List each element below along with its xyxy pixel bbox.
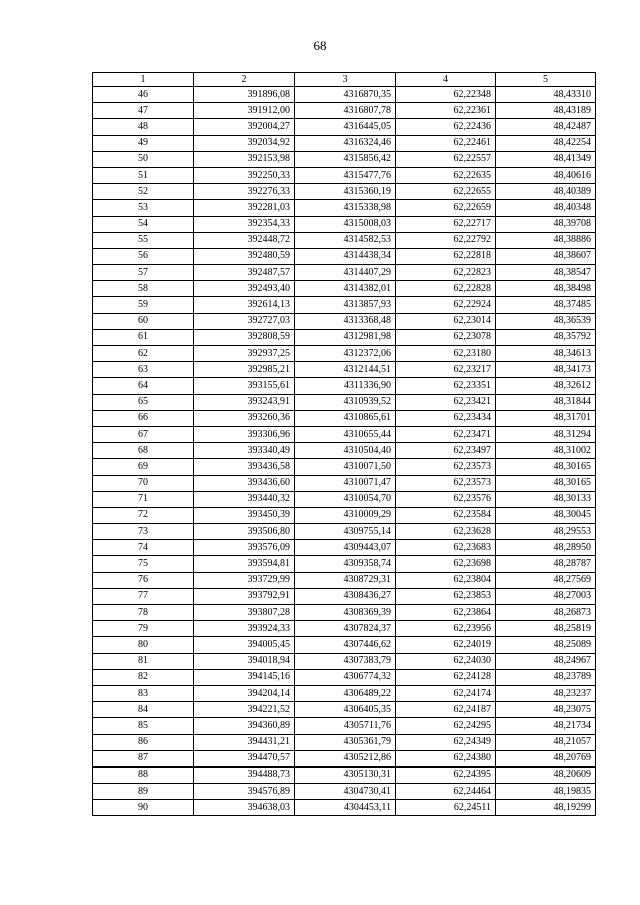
table-body [93,87,596,816]
table-cell-col-1: 83 [93,685,194,701]
table-cell-col-4: 62,24174 [396,685,496,701]
table-row [93,426,596,442]
table-cell-col-5: 48,23075 [496,702,596,718]
table-cell-col-2: 394221,52 [194,702,295,718]
table-row [93,232,596,248]
table-cell-col-3: 4306489,22 [295,685,396,701]
table-cell-col-2: 391896,08 [194,87,295,103]
table-cell-col-4: 62,22818 [396,248,496,264]
table-cell-col-3: 4314438,34 [295,248,396,264]
table-cell-col-2: 392614,13 [194,297,295,313]
table-cell-col-4: 62,22828 [396,281,496,297]
table-cell-col-2: 392034,92 [194,135,295,151]
table-cell-col-4: 62,23584 [396,507,496,523]
table-cell-col-3: 4316445,05 [295,119,396,135]
table-row [93,702,596,718]
table-row [93,572,596,588]
table-row [93,346,596,362]
table-cell-col-4: 62,24187 [396,702,496,718]
table-cell-col-3: 4307446,62 [295,637,396,653]
table-cell-col-3: 4310655,44 [295,426,396,442]
table-row [93,362,596,378]
table-cell-col-3: 4315008,03 [295,216,396,232]
table-row [93,784,596,800]
table-cell-col-3: 4316324,46 [295,135,396,151]
table-cell-col-5: 48,29553 [496,524,596,540]
table-cell-col-5: 48,38498 [496,281,596,297]
table-cell-col-3: 4314582,53 [295,232,396,248]
table-cell-col-5: 48,34613 [496,346,596,362]
table-cell-col-2: 392448,72 [194,232,295,248]
table-cell-col-4: 62,23573 [396,475,496,491]
table-cell-col-2: 393243,91 [194,394,295,410]
table-cell-col-2: 394005,45 [194,637,295,653]
table-cell-col-4: 62,23956 [396,621,496,637]
table-cell-col-4: 62,22461 [396,135,496,151]
table-cell-col-4: 62,24395 [396,767,496,784]
table-cell-col-4: 62,23804 [396,572,496,588]
table-cell-col-3: 4307824,37 [295,621,396,637]
table-cell-col-1: 75 [93,556,194,572]
table-row [93,216,596,232]
table-cell-col-3: 4315338,98 [295,200,396,216]
table-cell-col-3: 4313857,93 [295,297,396,313]
table-row [93,588,596,604]
table-cell-col-2: 392354,33 [194,216,295,232]
table-cell-col-5: 48,23789 [496,669,596,685]
table-row [93,410,596,426]
table-cell-col-5: 48,36539 [496,313,596,329]
table-cell-col-2: 393340,49 [194,443,295,459]
table-cell-col-1: 87 [93,750,194,767]
table-cell-col-4: 62,23014 [396,313,496,329]
table-cell-col-2: 393306,96 [194,426,295,442]
table-cell-col-5: 48,35792 [496,329,596,345]
table-row [93,394,596,410]
table-cell-col-1: 85 [93,718,194,734]
table-cell-col-1: 82 [93,669,194,685]
table-cell-col-3: 4310071,50 [295,459,396,475]
column-header-3: 3 [295,73,396,87]
table-cell-col-5: 48,25089 [496,637,596,653]
table-cell-col-2: 393594,81 [194,556,295,572]
table-cell-col-2: 393506,80 [194,524,295,540]
table-cell-col-2: 393155,61 [194,378,295,394]
table-cell-col-3: 4305711,76 [295,718,396,734]
table-row [93,524,596,540]
table-cell-col-4: 62,24019 [396,637,496,653]
table-row [93,135,596,151]
table-cell-col-5: 48,34173 [496,362,596,378]
table-cell-col-5: 48,23237 [496,685,596,701]
table-cell-col-2: 392276,33 [194,184,295,200]
table-cell-col-4: 62,23573 [396,459,496,475]
table-cell-col-1: 67 [93,426,194,442]
table-cell-col-4: 62,23698 [396,556,496,572]
table-row [93,637,596,653]
table-cell-col-5: 48,43189 [496,103,596,119]
table-header [93,73,596,87]
table-cell-col-4: 62,22557 [396,151,496,167]
table-cell-col-1: 64 [93,378,194,394]
table-cell-col-1: 52 [93,184,194,200]
table-cell-col-5: 48,38547 [496,265,596,281]
coordinates-table [92,72,596,816]
table-cell-col-3: 4305361,79 [295,734,396,750]
table-row [93,443,596,459]
table-cell-col-4: 62,24349 [396,734,496,750]
table-cell-col-3: 4310071,47 [295,475,396,491]
table-cell-col-5: 48,28787 [496,556,596,572]
table-cell-col-2: 393576,09 [194,540,295,556]
table-cell-col-3: 4307383,79 [295,653,396,669]
table-cell-col-1: 48 [93,119,194,135]
table-cell-col-1: 79 [93,621,194,637]
table-cell-col-3: 4314382,01 [295,281,396,297]
table-row [93,200,596,216]
table-cell-col-2: 392985,21 [194,362,295,378]
table-cell-col-1: 71 [93,491,194,507]
table-cell-col-5: 48,31002 [496,443,596,459]
table-row [93,265,596,281]
table-cell-col-4: 62,23351 [396,378,496,394]
table-cell-col-3: 4315360,19 [295,184,396,200]
table-row [93,685,596,701]
table-cell-col-3: 4310504,40 [295,443,396,459]
table-cell-col-2: 391912,00 [194,103,295,119]
table-row [93,556,596,572]
table-cell-col-2: 392250,33 [194,167,295,183]
table-cell-col-4: 62,23497 [396,443,496,459]
table-cell-col-4: 62,22348 [396,87,496,103]
table-cell-col-1: 60 [93,313,194,329]
table-cell-col-3: 4304453,11 [295,800,396,816]
table-cell-col-4: 62,22436 [396,119,496,135]
table-cell-col-1: 54 [93,216,194,232]
column-header-1: 1 [93,73,194,87]
table-row [93,87,596,103]
table-cell-col-5: 48,19835 [496,784,596,800]
table-cell-col-4: 62,23421 [396,394,496,410]
table-cell-col-5: 48,32612 [496,378,596,394]
table-row [93,297,596,313]
table-row [93,605,596,621]
table-row [93,621,596,637]
table-cell-col-4: 62,22924 [396,297,496,313]
table-cell-col-2: 393436,60 [194,475,295,491]
table-row [93,184,596,200]
table-cell-col-3: 4312981,98 [295,329,396,345]
table-cell-col-3: 4310054,70 [295,491,396,507]
table-row [93,734,596,750]
table-cell-col-5: 48,42487 [496,119,596,135]
table-row [93,669,596,685]
table-cell-col-5: 48,27569 [496,572,596,588]
table-cell-col-3: 4308729,31 [295,572,396,588]
table-cell-col-3: 4305130,31 [295,767,396,784]
table-cell-col-5: 48,38886 [496,232,596,248]
table-cell-col-4: 62,23434 [396,410,496,426]
table-cell-col-4: 62,23628 [396,524,496,540]
table-cell-col-1: 86 [93,734,194,750]
table-cell-col-2: 394360,89 [194,718,295,734]
table-cell-col-4: 62,24380 [396,750,496,767]
table-cell-col-3: 4312144,51 [295,362,396,378]
table-cell-col-3: 4305212,86 [295,750,396,767]
table-cell-col-5: 48,27003 [496,588,596,604]
table-cell-col-2: 392808,59 [194,329,295,345]
table-row [93,507,596,523]
table-cell-col-5: 48,30165 [496,459,596,475]
table-cell-col-2: 394431,21 [194,734,295,750]
table-cell-col-2: 392727,03 [194,313,295,329]
column-header-4: 4 [396,73,496,87]
table-cell-col-1: 51 [93,167,194,183]
table-cell-col-2: 393807,28 [194,605,295,621]
table-cell-col-4: 62,23078 [396,329,496,345]
table-cell-col-5: 48,31294 [496,426,596,442]
table-cell-col-4: 62,22659 [396,200,496,216]
table-cell-col-4: 62,22792 [396,232,496,248]
column-header-5: 5 [496,73,596,87]
table-cell-col-2: 393260,36 [194,410,295,426]
table-cell-col-4: 62,22655 [396,184,496,200]
table-cell-col-1: 70 [93,475,194,491]
table-cell-col-1: 80 [93,637,194,653]
table-row [93,329,596,345]
table-cell-col-3: 4304730,41 [295,784,396,800]
table-cell-col-2: 393450,39 [194,507,295,523]
table-cell-col-5: 48,26873 [496,605,596,621]
table-cell-col-1: 68 [93,443,194,459]
table-row [93,119,596,135]
table-cell-col-1: 84 [93,702,194,718]
table-row [93,103,596,119]
table-cell-col-5: 48,21734 [496,718,596,734]
table-cell-col-2: 392153,98 [194,151,295,167]
table-cell-col-3: 4314407,29 [295,265,396,281]
table-cell-col-4: 62,24511 [396,800,496,816]
page-number: 68 [313,38,327,53]
table-cell-col-5: 48,31701 [496,410,596,426]
table-cell-col-2: 393729,99 [194,572,295,588]
table-cell-col-4: 62,24030 [396,653,496,669]
table-cell-col-2: 392937,25 [194,346,295,362]
table-cell-col-1: 46 [93,87,194,103]
table-cell-col-3: 4315477,76 [295,167,396,183]
table-cell-col-5: 48,30045 [496,507,596,523]
table-row [93,491,596,507]
table-cell-col-2: 392004,27 [194,119,295,135]
table-cell-col-1: 49 [93,135,194,151]
table-cell-col-3: 4309358,74 [295,556,396,572]
table-row [93,378,596,394]
table-cell-col-2: 394018,94 [194,653,295,669]
table-cell-col-4: 62,24295 [396,718,496,734]
table-cell-col-4: 62,23217 [396,362,496,378]
table-cell-col-2: 393436,58 [194,459,295,475]
table-cell-col-5: 48,20609 [496,767,596,784]
table-cell-col-2: 392493,40 [194,281,295,297]
table-row [93,718,596,734]
table-cell-col-3: 4309443,07 [295,540,396,556]
table-cell-col-3: 4311336,90 [295,378,396,394]
table-cell-col-4: 62,22635 [396,167,496,183]
table-cell-col-5: 48,21057 [496,734,596,750]
table-cell-col-4: 62,23576 [396,491,496,507]
table-cell-col-1: 58 [93,281,194,297]
table-row [93,653,596,669]
table-cell-col-5: 48,28950 [496,540,596,556]
table-row [93,540,596,556]
table-row [93,800,596,816]
table-cell-col-2: 394204,14 [194,685,295,701]
table-row [93,281,596,297]
table-cell-col-5: 48,31844 [496,394,596,410]
table-cell-col-3: 4310009,29 [295,507,396,523]
table-cell-col-5: 48,20769 [496,750,596,767]
table-cell-col-2: 394470,57 [194,750,295,767]
table-cell-col-3: 4315856,42 [295,151,396,167]
table-cell-col-1: 76 [93,572,194,588]
table-cell-col-5: 48,39708 [496,216,596,232]
table-cell-col-5: 48,37485 [496,297,596,313]
table-cell-col-5: 48,19299 [496,800,596,816]
table-cell-col-4: 62,22823 [396,265,496,281]
table-cell-col-1: 55 [93,232,194,248]
table-cell-col-3: 4308369,39 [295,605,396,621]
table-cell-col-1: 81 [93,653,194,669]
column-header-2: 2 [194,73,295,87]
table-cell-col-3: 4316807,78 [295,103,396,119]
table-cell-col-5: 48,30165 [496,475,596,491]
table-row [93,151,596,167]
table-row [93,475,596,491]
table-cell-col-4: 62,24128 [396,669,496,685]
table-cell-col-5: 48,41349 [496,151,596,167]
table-cell-col-3: 4306774,32 [295,669,396,685]
table-row [93,167,596,183]
table-cell-col-2: 392281,03 [194,200,295,216]
table-cell-col-2: 394488,73 [194,767,295,784]
table-cell-col-2: 394576,89 [194,784,295,800]
table-cell-col-5: 48,43310 [496,87,596,103]
table-cell-col-5: 48,40389 [496,184,596,200]
table-cell-col-1: 89 [93,784,194,800]
table-cell-col-4: 62,22361 [396,103,496,119]
table-cell-col-2: 392480,59 [194,248,295,264]
table-cell-col-1: 63 [93,362,194,378]
table-cell-col-1: 56 [93,248,194,264]
table-cell-col-3: 4310939,52 [295,394,396,410]
table-cell-col-1: 78 [93,605,194,621]
table-cell-col-1: 88 [93,767,194,784]
table-cell-col-4: 62,23864 [396,605,496,621]
table-cell-col-2: 394145,16 [194,669,295,685]
table-cell-col-5: 48,38607 [496,248,596,264]
table-row [93,313,596,329]
table-cell-col-1: 59 [93,297,194,313]
table-cell-col-1: 90 [93,800,194,816]
table-row [93,248,596,264]
table-cell-col-1: 72 [93,507,194,523]
table-cell-col-4: 62,23471 [396,426,496,442]
table-cell-col-4: 62,22717 [396,216,496,232]
table-cell-col-3: 4310865,61 [295,410,396,426]
table-cell-col-2: 393440,32 [194,491,295,507]
table-cell-col-4: 62,23853 [396,588,496,604]
table-cell-col-3: 4316870,35 [295,87,396,103]
table-row [93,459,596,475]
table-cell-col-5: 48,42254 [496,135,596,151]
table-cell-col-1: 57 [93,265,194,281]
table-cell-col-2: 392487,57 [194,265,295,281]
table-cell-col-3: 4312372,06 [295,346,396,362]
table-cell-col-1: 77 [93,588,194,604]
table-row [93,750,596,767]
table-cell-col-1: 50 [93,151,194,167]
table-cell-col-2: 394638,03 [194,800,295,816]
table-cell-col-1: 47 [93,103,194,119]
table-cell-col-1: 53 [93,200,194,216]
table-cell-col-5: 48,30133 [496,491,596,507]
table-cell-col-1: 62 [93,346,194,362]
table-cell-col-4: 62,23180 [396,346,496,362]
table-cell-col-5: 48,24967 [496,653,596,669]
table-cell-col-3: 4308436,27 [295,588,396,604]
table-cell-col-1: 69 [93,459,194,475]
table-cell-col-5: 48,40348 [496,200,596,216]
table-cell-col-3: 4309755,14 [295,524,396,540]
table-cell-col-1: 66 [93,410,194,426]
table-cell-col-2: 393792,91 [194,588,295,604]
table-cell-col-1: 61 [93,329,194,345]
table-row [93,767,596,784]
table-cell-col-5: 48,25819 [496,621,596,637]
table-cell-col-4: 62,23683 [396,540,496,556]
table-cell-col-3: 4306405,35 [295,702,396,718]
table-cell-col-1: 74 [93,540,194,556]
table-cell-col-5: 48,40616 [496,167,596,183]
table-cell-col-3: 4313368,48 [295,313,396,329]
table-cell-col-2: 393924,33 [194,621,295,637]
table-cell-col-1: 73 [93,524,194,540]
table-cell-col-4: 62,24464 [396,784,496,800]
header-row [93,73,596,87]
table-cell-col-1: 65 [93,394,194,410]
